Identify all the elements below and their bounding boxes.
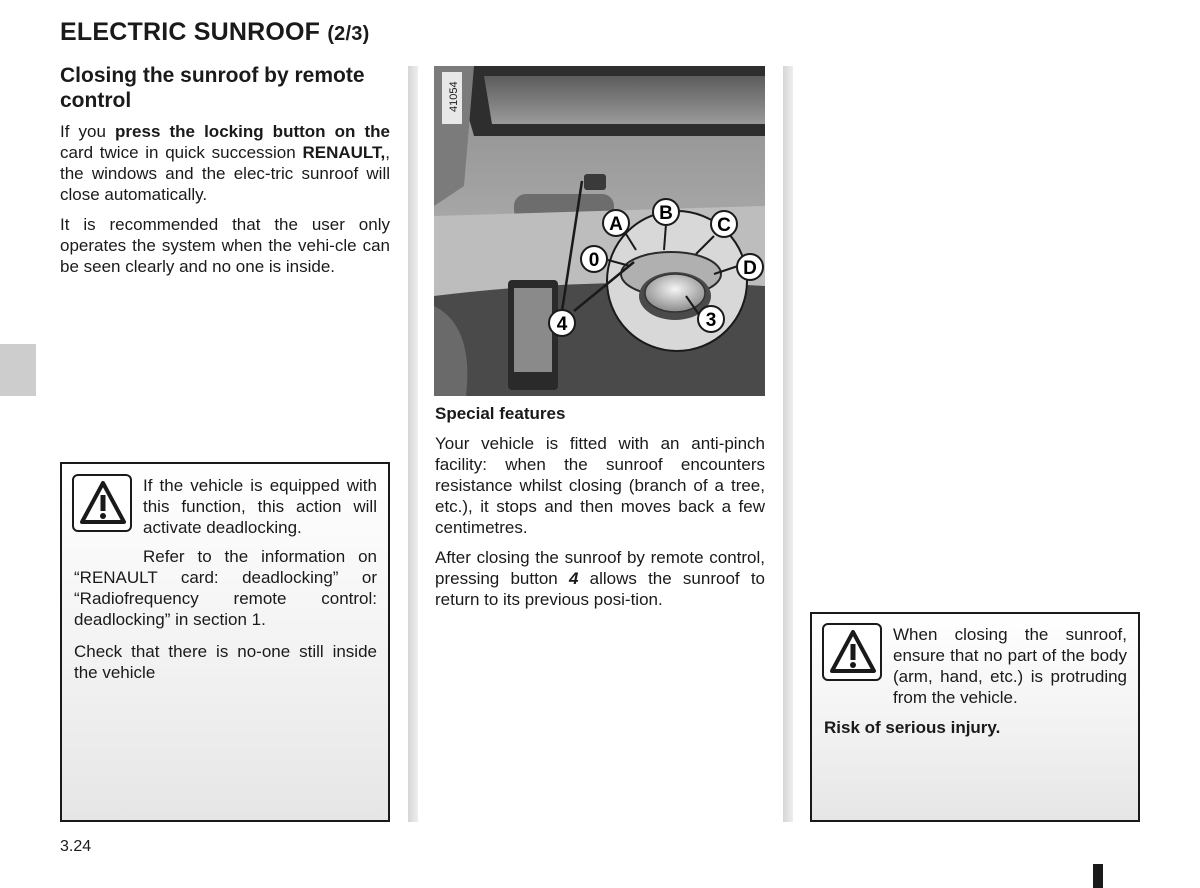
label-a: A xyxy=(609,214,623,235)
label-4: 4 xyxy=(556,314,568,335)
paragraph-remote-close xyxy=(60,121,390,205)
text-fragment: , the windows and the elec-tric sunroof will close automatically. xyxy=(60,143,390,204)
section-heading-remote-close: Closing the sunroof by remote control xyxy=(60,64,365,112)
warning-text-3: Check that there is no-one still inside the vehicle xyxy=(74,642,377,682)
column-divider xyxy=(783,66,793,822)
page-number: 3.24 xyxy=(60,838,92,855)
title-text: ELECTRIC SUNROOF xyxy=(60,18,321,46)
label-b: B xyxy=(659,203,673,224)
warning-box-deadlocking xyxy=(60,462,390,822)
warning-text-risk: Risk of serious injury. xyxy=(824,718,1001,737)
label-3: 3 xyxy=(705,310,717,331)
bold-fragment: press the locking button on the xyxy=(115,122,390,141)
warning-triangle-icon xyxy=(72,474,132,532)
label-d: D xyxy=(743,258,757,279)
warning-text-injury: When closing the sunroof, ensure that no part of the body (arm, hand, etc.) is protruding from the vehicle. xyxy=(893,625,1127,707)
text-fragment: If you xyxy=(60,122,106,141)
label-0: 0 xyxy=(588,250,600,271)
text-fragment: After closing the sunroof by remote control, pressing button xyxy=(435,548,765,588)
paragraph-button-4 xyxy=(435,547,765,610)
sunroof-control-photo xyxy=(434,66,765,396)
text-fragment: card twice in quick succession xyxy=(60,143,296,162)
paragraph-anti-pinch: Your vehicle is fitted with an anti-pinch facility: when the sunroof encounters resistance whilst closing (branch of a tree, etc.), it stops and then moves back a few centimetres. xyxy=(435,434,765,537)
warning-text-2: Refer to the information on “RENAULT card: deadlocking” or “Radiofrequency remote control: deadlocking” in section 1. xyxy=(74,547,377,629)
warning-box-injury xyxy=(810,612,1140,822)
label-c: C xyxy=(717,215,731,236)
corner-mark xyxy=(1093,864,1103,888)
figure-ref-number: 41054 xyxy=(448,81,460,112)
page-title xyxy=(60,18,369,47)
left-column-text xyxy=(60,121,390,277)
warning-triangle-icon xyxy=(822,623,882,681)
column-divider xyxy=(408,66,418,822)
section-heading-special-features: Special features xyxy=(435,404,566,423)
bold-fragment: RENAULT, xyxy=(302,143,386,162)
paragraph-recommendation: It is recommended that the user only operates the system when the vehi-cle can be seen clearly and no one is inside. xyxy=(60,215,390,276)
title-suffix: (2/3) xyxy=(327,23,370,45)
warning-text-1: If the vehicle is equipped with this function, this action will activate deadlocking. xyxy=(143,476,377,537)
sunroof-illustration xyxy=(434,66,765,396)
middle-column-text xyxy=(435,403,765,610)
chapter-tab xyxy=(0,344,36,396)
button-reference: 4 xyxy=(568,569,579,588)
text-fragment: allows the sunroof to return to its previous posi-tion. xyxy=(435,569,766,609)
